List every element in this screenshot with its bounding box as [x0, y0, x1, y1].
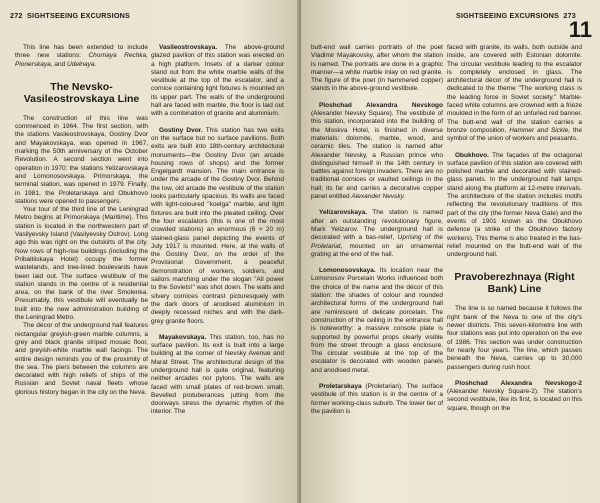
station-paragraph: Obukhovo. The façades of the octagonal surface pavilion of this station are covered with polished marble and decorated with stained-glass panels. In the underground hall lamps stand along the platform at 12-metre intervals. The architecture of the station includes motifs reflecting the revolutionary traditions of this part of the city (the former Neva Gate) and the events of 1901 known as the Obukhovo defence (a strike of the Obukhovo factory workers). This theme is also treated in the bas-relief mounted on the butt-end wall of the underground hall.	[447, 151, 582, 259]
station-name: Yelizarovskaya.	[319, 209, 368, 217]
chapter-number: 11	[568, 17, 592, 42]
station-name: Ploshchad Alexandra Nevskogo-2	[455, 379, 582, 387]
paragraph: faced with granite, its walls, both outside and inside, are covered with Estonian dolomite. The circular vestibule leading to the escalator is completely enclosed in glass. The architectural décor of the underground hall is dedicated to the theme "The working class is the leading force in Soviet society." Marble-faced white columns are crowned with a frieze moulded in the form of an unfurled red banner. The butt-end wall of the station carries a bronze composition, Hammer and Sickle, the symbol of the union of workers and peasants.	[447, 44, 582, 143]
page-number: 272	[10, 11, 23, 20]
running-head: SIGHTSEEING EXCURSIONS	[455, 11, 559, 20]
station-name: Obukhovo.	[455, 151, 489, 159]
station-paragraph: Lomonosovskaya. Its location near the Lomonosov Porcelain Works influenced both the choice of the name and the décor of this station: the shades of colour and rounded architectural forms of the underground hall are reminiscent of delicate porcelain. The construction of the ceiling in the entrance hall is noteworthy: a massive console plate is supported by powerful props clearly visible from the street through a glass enclosure. The circular vestibule at the top of the escalator is decorated with wooden panels and anodised metal.	[311, 267, 443, 374]
text-column-2	[151, 44, 284, 417]
paragraph: The construction of this line was commenced in 1964. The first section, with the stations Vasileostrovskaya, Gostiny Dvor and Mayakovskaya, was opened in 1967, marking the 50th anniversary of the October Revolution. A second section went into operation in 1970: the stations Yelizarovskaya and Lomonosovskaya. Primorskaya, the terminal station, was opened in 1979. Finally, in 1981, the Proletarskaya and Obukhovo stations were opened to passengers.	[15, 114, 148, 205]
left-page	[0, 0, 299, 503]
station-name: Lomonosovskaya.	[319, 267, 376, 275]
paragraph: butt-end wall carries portraits of the poet Vladimir Mayakovsky, after whom the station is named. The portraits are done in a graphic manner—a white marble inlay on red granite. The figure of the poet (in hammered copper) stands in the above-ground vestibule.	[311, 44, 443, 93]
intro-paragraph: This line has been extended to include three new stations: Chornaya Rechka, Pionerskaya, and Udelnaya.	[15, 44, 148, 68]
text-column-3	[311, 44, 443, 416]
station-paragraph: Ploshchad Alexandra Nevskogo (Alexander Nevsky Square). The vestibule of this station, incorporated into the building of the Moskva Hotel, is finished in diverse materials: dolomite, marble, wood, and ceramic tiles. The station is named after Alexander Nevsky, a Russian prince who distinguished himself in the 14th century in battles against foreign invaders. There are no traditional cornices or vaulted ceilings in the hall; its far end carries a decorative copper panel entitled Alexander Nevsky.	[311, 101, 443, 201]
station-name: Vasileostrovskaya.	[159, 44, 218, 51]
station-paragraph: Vasileostrovskaya. The above-ground glazed pavilion of this station was erected on a high platform. Insets of a darker colour stand out from the white marble walls of the vestibule at the top of the escalator, and a cornice containing light fixtures is mounted on its upper part. The walls of the underground hall are faced with marble, the floor is laid out with a combination of granite and aluminium.	[151, 44, 284, 118]
paragraph: The line is so named because it follows the right bank of the Neva to one of the city's newer districts. This seven-kilometre line with four stations was put into operation on the eve of 1986. This section was under construction for nearly four years. The line, which passes beneath the Neva, carries up to 30,000 passengers during rush hour.	[447, 305, 582, 371]
paragraph: The décor of the underground hall features rectangular greyish-green marble columns, a grey and black granite striped mosaic floor, and greyish-white marble wall facings. The entire design reminds you of the proximity of the sea. The piers between the columns are decorated with high reliefs of ships of the Russian and Soviet naval fleets whose glorious history began in the city on the Neva.	[15, 322, 148, 396]
station-name: Mayakovskaya.	[159, 333, 207, 341]
station-name: Gostiny Dvor.	[159, 126, 203, 134]
right-page	[301, 0, 600, 503]
text-column-4	[447, 44, 582, 413]
section-title-pravoberezhnaya: Pravoberezhnaya (Right Bank) Line	[454, 271, 575, 296]
running-head: SIGHTSEEING EXCURSIONS	[27, 11, 131, 20]
station-name: Ploshchad Alexandra Nevskogo	[319, 101, 443, 109]
running-header-right	[456, 11, 576, 20]
station-paragraph: Yelizarovskaya. The station is named after an outstanding revolutionary figure, Mark Yelizarov. The underground hall is decorated with a bas-relief, Uprising of the Proletariat, mounted on an ornamental grating at the end of the hall.	[311, 209, 443, 258]
paragraph: Your tour of the third line of the Leningrad Metro begins at Primorskaya (Maritime). This station is located in the northwestern part of Vasilyevsky Island (Vasilyevsky Ostrov). Long ago this was right on the outskirts of the city. Now rows of high-rise buildings (including the Pribaltiiskaya Hotel) occupy the former wastelands, and tree-lined boulevards have been laid out. The surface vestibule of the station stands in the centre of a residential area, on the bank of the river Smolenka. Presumably, this vestibule will eventually be built into the new administration building of the Leningrad Metro.	[15, 206, 148, 322]
text-column-1	[15, 44, 148, 397]
station-paragraph: Proletarskaya (Proletarian). The surface vestibule of this station is in the centre of a former working-class suburb. The lower tier of the pavilion is	[311, 382, 443, 415]
station-paragraph: Mayakovskaya. This station, too, has no surface pavilion. Its exit is built into a large building at the corner of Nevsky Avenue and Marat Street. The architectural design of the underground hall is quite original, featuring neither arcades nor pylons. The walls are faced with small plates of red-brown smalt. Bevelled protuberances jutting from the doorways stress the dynamic rhythm of the interior. The	[151, 333, 284, 416]
station-paragraph: Ploshchad Alexandra Nevskogo-2 (Alexander Nevsky Square-2). The station's second vestibule, like its first, is located on this square, though on the	[447, 379, 582, 412]
page-number: 273	[563, 11, 576, 20]
section-title-nevsko: The Nevsko-Vasileostrovskaya Line	[23, 80, 140, 105]
station-paragraph: Gostiny Dvor. This station has two exits on the surface but no surface pavilions. Both exits are built into 18th-century architectural monuments—the Gostiny Dvor (an arcade housing rows of shops) and the former Engelgardt mansion. The main entrance is under the arcade of the Gostiny Dvor. Behind the low, old arcade the vestibule of the station looks particularly spacious. Its walls are faced with light-coloured "koelga" marble, and light fixtures are built into the pleated ceiling. Over the four escalators (this is one of the most crowded stations) an enormous (6 × 20 m) stained-glass panel depicting the events of July 1917 is mounted. Here, at the walls of the Gostiny Dvor, on the order of the Provisional Government, a peaceful demonstration of workers, soldiers, and sailors marching under the slogan "All power to the Soviets!" was shot down. The walls and silvery cornices contrast picturesquely with the dark doors of anodised aluminium in deeply recessed niches and with the dark-grey granite floors.	[151, 126, 284, 325]
station-name: Proletarskaya	[319, 382, 362, 390]
running-header-left	[10, 11, 130, 20]
